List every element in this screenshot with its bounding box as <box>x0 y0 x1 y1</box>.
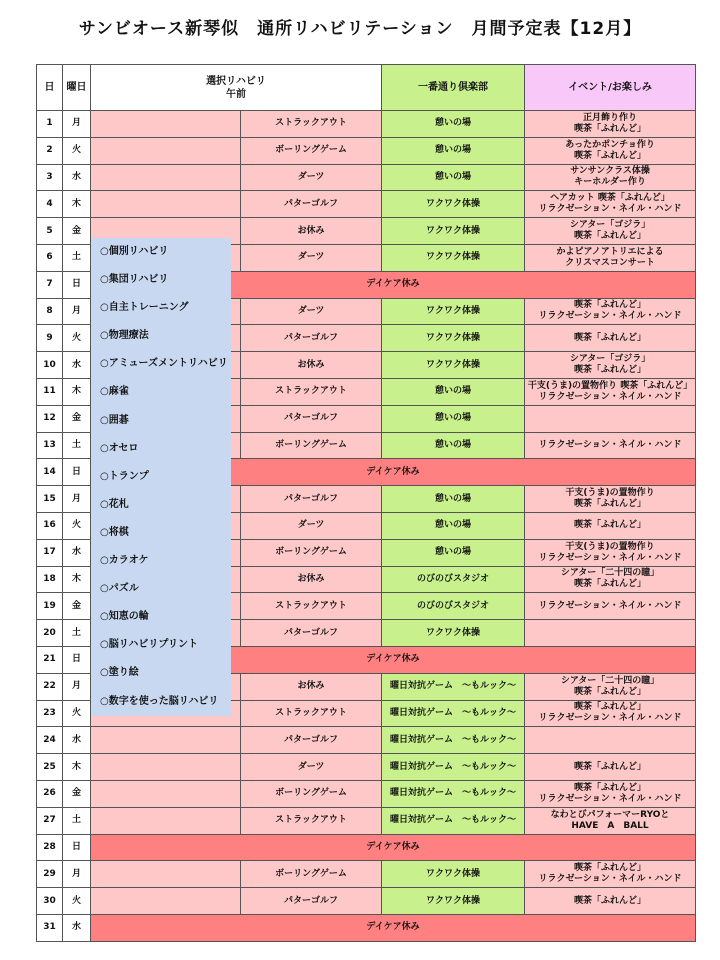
club-cell: ワクワク体操 <box>382 620 525 647</box>
event-line-1: リラクゼーション・ネイル・ハンド <box>538 439 682 450</box>
club-cell: ワクワク体操 <box>382 298 525 325</box>
dow-cell: 日 <box>63 459 91 486</box>
selection-cell <box>91 754 241 781</box>
rehab-option: ○物理療法 <box>100 330 149 342</box>
table-row <box>37 164 696 191</box>
header-row <box>37 65 696 111</box>
selection-cell <box>91 164 241 191</box>
activity-cell: ダーツ <box>241 164 382 191</box>
event-line-1: 干支(うま)の置物作り <box>565 541 655 552</box>
event-cell <box>525 137 696 164</box>
dow-cell: 土 <box>63 432 91 459</box>
event-line-1: 喫茶「ふれんど」 <box>574 702 647 713</box>
club-cell: 憩いの場 <box>382 378 525 405</box>
closed-cell: デイケア休み <box>91 459 696 486</box>
event-line-2: 喫茶「ふれんど」 <box>574 686 647 697</box>
event-line-1: 喫茶「ふれんど」 <box>574 332 647 343</box>
event-line-1: 喫茶「ふれんど」 <box>574 895 647 906</box>
event-line-1: シアター「ゴジラ」 <box>569 354 651 365</box>
activity-cell: ストラックアウト <box>241 378 382 405</box>
dow-cell: 木 <box>63 191 91 218</box>
event-cell <box>525 700 696 727</box>
closed-cell: デイケア休み <box>91 271 696 298</box>
event-cell <box>525 111 696 138</box>
selection-cell <box>91 137 241 164</box>
date-cell: 11 <box>37 378 63 405</box>
rehab-option: ○オセロ <box>100 442 139 454</box>
dow-cell: 水 <box>63 914 91 941</box>
activity-cell: お休み <box>241 673 382 700</box>
header-club: 一番通り倶楽部 <box>382 65 525 111</box>
rehab-option: ○花札 <box>100 498 129 510</box>
event-line-2: クリスマスコンサート <box>565 257 655 268</box>
rehab-option: ○アミューズメントリハビリ <box>100 358 228 370</box>
event-cell <box>525 593 696 620</box>
event-line-2: HAVE A BALL <box>571 820 649 831</box>
event-cell <box>525 727 696 754</box>
activity-cell: ダーツ <box>241 754 382 781</box>
date-cell: 14 <box>37 459 63 486</box>
activity-cell: パターゴルフ <box>241 325 382 352</box>
rehab-option: ○カラオケ <box>100 555 149 567</box>
event-cell <box>525 807 696 834</box>
event-line-2: リラクゼーション・ネイル・ハンド <box>538 204 682 215</box>
date-cell: 15 <box>37 486 63 513</box>
date-cell: 23 <box>37 700 63 727</box>
club-cell: 憩いの場 <box>382 405 525 432</box>
activity-cell: パターゴルフ <box>241 727 382 754</box>
club-cell: ワクワク体操 <box>382 218 525 245</box>
closed-cell: デイケア休み <box>91 646 696 673</box>
rehab-option: ○自主トレーニング <box>100 302 189 314</box>
event-line-2: キーホルダー作り <box>574 177 646 188</box>
club-cell: 曜日対抗ゲーム ～もルック～ <box>382 727 525 754</box>
activity-cell: ストラックアウト <box>241 111 382 138</box>
event-line-1: 喫茶「ふれんど」 <box>574 761 647 772</box>
dow-cell: 水 <box>63 164 91 191</box>
event-line-2: リラクゼーション・ネイル・ハンド <box>538 874 682 885</box>
activity-cell: お休み <box>241 218 382 245</box>
event-line-2: 喫茶「ふれんど」 <box>574 150 647 161</box>
dow-cell: 火 <box>63 325 91 352</box>
event-cell <box>525 378 696 405</box>
date-cell: 25 <box>37 754 63 781</box>
table-row <box>37 914 696 941</box>
club-cell: 憩いの場 <box>382 432 525 459</box>
activity-cell: ストラックアウト <box>241 593 382 620</box>
activity-cell: パターゴルフ <box>241 405 382 432</box>
event-cell <box>525 539 696 566</box>
dow-cell: 金 <box>63 405 91 432</box>
rehab-option: ○将棋 <box>100 526 129 538</box>
event-cell <box>525 512 696 539</box>
dow-cell: 月 <box>63 111 91 138</box>
activity-cell: ボーリングゲーム <box>241 861 382 888</box>
club-cell: ワクワク体操 <box>382 352 525 379</box>
event-line-1: シアター「二十四の瞳」 <box>560 568 660 579</box>
selection-cell <box>91 807 241 834</box>
event-cell <box>525 888 696 915</box>
event-line-2: リラクゼーション・ネイル・ハンド <box>538 311 682 322</box>
date-cell: 27 <box>37 807 63 834</box>
event-cell <box>525 432 696 459</box>
event-line-1: 喫茶「ふれんど」 <box>574 520 647 531</box>
dow-cell: 水 <box>63 727 91 754</box>
club-cell: 憩いの場 <box>382 164 525 191</box>
rehab-option: ○パズル <box>100 583 139 595</box>
club-cell: のびのびスタジオ <box>382 593 525 620</box>
activity-cell: ダーツ <box>241 244 382 271</box>
event-cell <box>525 325 696 352</box>
club-cell: 曜日対抗ゲーム ～もルック～ <box>382 754 525 781</box>
dow-cell: 月 <box>63 861 91 888</box>
date-cell: 22 <box>37 673 63 700</box>
event-line-1: 喫茶「ふれんど」 <box>574 300 647 311</box>
event-cell <box>525 244 696 271</box>
club-cell: ワクワク体操 <box>382 888 525 915</box>
date-cell: 30 <box>37 888 63 915</box>
selection-cell <box>91 888 241 915</box>
date-cell: 3 <box>37 164 63 191</box>
rehab-option: ○集団リハビリ <box>100 274 169 286</box>
event-cell <box>525 164 696 191</box>
event-cell <box>525 673 696 700</box>
event-line-1: 干支(うま)の置物作り 喫茶「ふれんど」 <box>527 380 693 391</box>
dow-cell: 木 <box>63 754 91 781</box>
event-line-2: 喫茶「ふれんど」 <box>574 365 647 376</box>
table-row <box>37 727 696 754</box>
club-cell: 憩いの場 <box>382 111 525 138</box>
dow-cell: 月 <box>63 486 91 513</box>
table-row <box>37 137 696 164</box>
page-title: サンビオース新琴似 通所リハビリテーション 月間予定表【12月】 <box>78 19 642 39</box>
rehab-option: ○麻雀 <box>100 386 129 398</box>
activity-cell: ボーリングゲーム <box>241 780 382 807</box>
event-cell <box>525 405 696 432</box>
header-dow: 曜日 <box>63 65 91 111</box>
activity-cell: お休み <box>241 566 382 593</box>
event-cell <box>525 298 696 325</box>
date-cell: 8 <box>37 298 63 325</box>
date-cell: 21 <box>37 646 63 673</box>
table-row <box>37 888 696 915</box>
dow-cell: 土 <box>63 620 91 647</box>
club-cell: 憩いの場 <box>382 539 525 566</box>
activity-cell: パターゴルフ <box>241 888 382 915</box>
selection-cell <box>91 780 241 807</box>
header-date: 日 <box>37 65 63 111</box>
club-cell: ワクワク体操 <box>382 325 525 352</box>
table-row <box>37 834 696 861</box>
event-line-1: ヘアカット 喫茶「ふれんど」 <box>550 193 670 204</box>
date-cell: 6 <box>37 244 63 271</box>
event-cell <box>525 191 696 218</box>
dow-cell: 水 <box>63 539 91 566</box>
activity-cell: ダーツ <box>241 512 382 539</box>
dow-cell: 月 <box>63 298 91 325</box>
activity-cell: ダーツ <box>241 298 382 325</box>
event-cell <box>525 352 696 379</box>
event-line-1: 正月飾り作り <box>583 112 638 123</box>
dow-cell: 金 <box>63 218 91 245</box>
event-line-2: 喫茶「ふれんど」 <box>574 123 647 134</box>
dow-cell: 土 <box>63 244 91 271</box>
activity-cell: ストラックアウト <box>241 700 382 727</box>
club-cell: 曜日対抗ゲーム ～もルック～ <box>382 700 525 727</box>
dow-cell: 日 <box>63 271 91 298</box>
date-cell: 31 <box>37 914 63 941</box>
table-row <box>37 807 696 834</box>
dow-cell: 火 <box>63 888 91 915</box>
date-cell: 4 <box>37 191 63 218</box>
rehab-option: ○数字を使った脳リハビリ <box>100 695 219 707</box>
event-line-2: リラクゼーション・ネイル・ハンド <box>538 552 682 563</box>
header-selection-line2: 午前 <box>226 88 246 100</box>
dow-cell: 火 <box>63 700 91 727</box>
rehab-option: ○囲碁 <box>100 414 129 426</box>
date-cell: 26 <box>37 780 63 807</box>
event-line-1: リラクゼーション・ネイル・ハンド <box>538 600 682 611</box>
date-cell: 24 <box>37 727 63 754</box>
event-line-1: なわとびパフォーマーRYOと <box>550 809 670 820</box>
closed-cell: デイケア休み <box>91 834 696 861</box>
date-cell: 1 <box>37 111 63 138</box>
club-cell: ワクワク体操 <box>382 861 525 888</box>
event-line-2: 喫茶「ふれんど」 <box>574 499 647 510</box>
rehab-option: ○知恵の輪 <box>100 611 149 623</box>
table-row <box>37 111 696 138</box>
date-cell: 20 <box>37 620 63 647</box>
rehab-option: ○個別リハビリ <box>100 246 169 257</box>
table-row <box>37 191 696 218</box>
club-cell: ワクワク体操 <box>382 191 525 218</box>
activity-cell: ボーリングゲーム <box>241 539 382 566</box>
dow-cell: 日 <box>63 834 91 861</box>
event-line-2: リラクゼーション・ネイル・ハンド <box>538 391 682 402</box>
activity-cell: ストラックアウト <box>241 807 382 834</box>
activity-cell: パターゴルフ <box>241 486 382 513</box>
selection-cell <box>91 191 241 218</box>
table-row <box>37 754 696 781</box>
event-line-1: シアター「ゴジラ」 <box>569 220 651 231</box>
dow-cell: 日 <box>63 646 91 673</box>
selective-rehab-list <box>91 238 231 716</box>
dow-cell: 木 <box>63 378 91 405</box>
club-cell: 憩いの場 <box>382 486 525 513</box>
date-cell: 17 <box>37 539 63 566</box>
event-line-1: サンサンクラス体操 <box>570 166 650 177</box>
activity-cell: パターゴルフ <box>241 620 382 647</box>
table-row <box>37 780 696 807</box>
club-cell: ワクワク体操 <box>382 244 525 271</box>
dow-cell: 金 <box>63 780 91 807</box>
event-cell <box>525 754 696 781</box>
club-cell: 憩いの場 <box>382 137 525 164</box>
selection-cell <box>91 727 241 754</box>
selection-cell <box>91 861 241 888</box>
dow-cell: 火 <box>63 137 91 164</box>
event-line-1: 喫茶「ふれんど」 <box>574 863 647 874</box>
date-cell: 18 <box>37 566 63 593</box>
event-line-2: 喫茶「ふれんど」 <box>574 579 647 590</box>
date-cell: 29 <box>37 861 63 888</box>
dow-cell: 土 <box>63 807 91 834</box>
closed-cell: デイケア休み <box>91 914 696 941</box>
dow-cell: 火 <box>63 512 91 539</box>
dow-cell: 水 <box>63 352 91 379</box>
club-cell: 曜日対抗ゲーム ～もルック～ <box>382 780 525 807</box>
date-cell: 12 <box>37 405 63 432</box>
dow-cell: 木 <box>63 566 91 593</box>
rehab-option: ○塗り絵 <box>100 667 139 679</box>
event-cell <box>525 218 696 245</box>
event-line-2: 喫茶「ふれんど」 <box>574 231 647 242</box>
dow-cell: 月 <box>63 673 91 700</box>
date-cell: 9 <box>37 325 63 352</box>
event-cell <box>525 861 696 888</box>
event-line-1: あったかポンチョ作り <box>565 139 655 150</box>
header-selection <box>91 65 382 111</box>
activity-cell: お休み <box>241 352 382 379</box>
date-cell: 7 <box>37 271 63 298</box>
event-cell <box>525 486 696 513</box>
event-line-2: リラクゼーション・ネイル・ハンド <box>538 713 682 724</box>
date-cell: 28 <box>37 834 63 861</box>
event-line-2: リラクゼーション・ネイル・ハンド <box>538 793 682 804</box>
club-cell: 憩いの場 <box>382 512 525 539</box>
event-line-1: 干支(うま)の置物作り <box>565 488 655 499</box>
rehab-option: ○脳リハビリプリント <box>100 639 199 651</box>
event-line-1: シアター「二十四の瞳」 <box>560 675 660 686</box>
date-cell: 16 <box>37 512 63 539</box>
date-cell: 13 <box>37 432 63 459</box>
club-cell: のびのびスタジオ <box>382 566 525 593</box>
dow-cell: 金 <box>63 593 91 620</box>
event-cell <box>525 780 696 807</box>
header-event: イベント/お楽しみ <box>525 65 696 111</box>
table-row <box>37 861 696 888</box>
club-cell: 曜日対抗ゲーム ～もルック～ <box>382 807 525 834</box>
date-cell: 2 <box>37 137 63 164</box>
event-cell <box>525 566 696 593</box>
club-cell: 曜日対抗ゲーム ～もルック～ <box>382 673 525 700</box>
event-line-1: 喫茶「ふれんど」 <box>574 782 647 793</box>
activity-cell: ボーリングゲーム <box>241 137 382 164</box>
date-cell: 10 <box>37 352 63 379</box>
selection-cell <box>91 111 241 138</box>
header-selection-line1: 選択リハビリ <box>206 75 266 87</box>
date-cell: 5 <box>37 218 63 245</box>
rehab-option: ○トランプ <box>100 470 149 482</box>
event-line-1: かよピアノアトリエによる <box>556 246 664 257</box>
date-cell: 19 <box>37 593 63 620</box>
activity-cell: パターゴルフ <box>241 191 382 218</box>
event-cell <box>525 620 696 647</box>
activity-cell: ボーリングゲーム <box>241 432 382 459</box>
